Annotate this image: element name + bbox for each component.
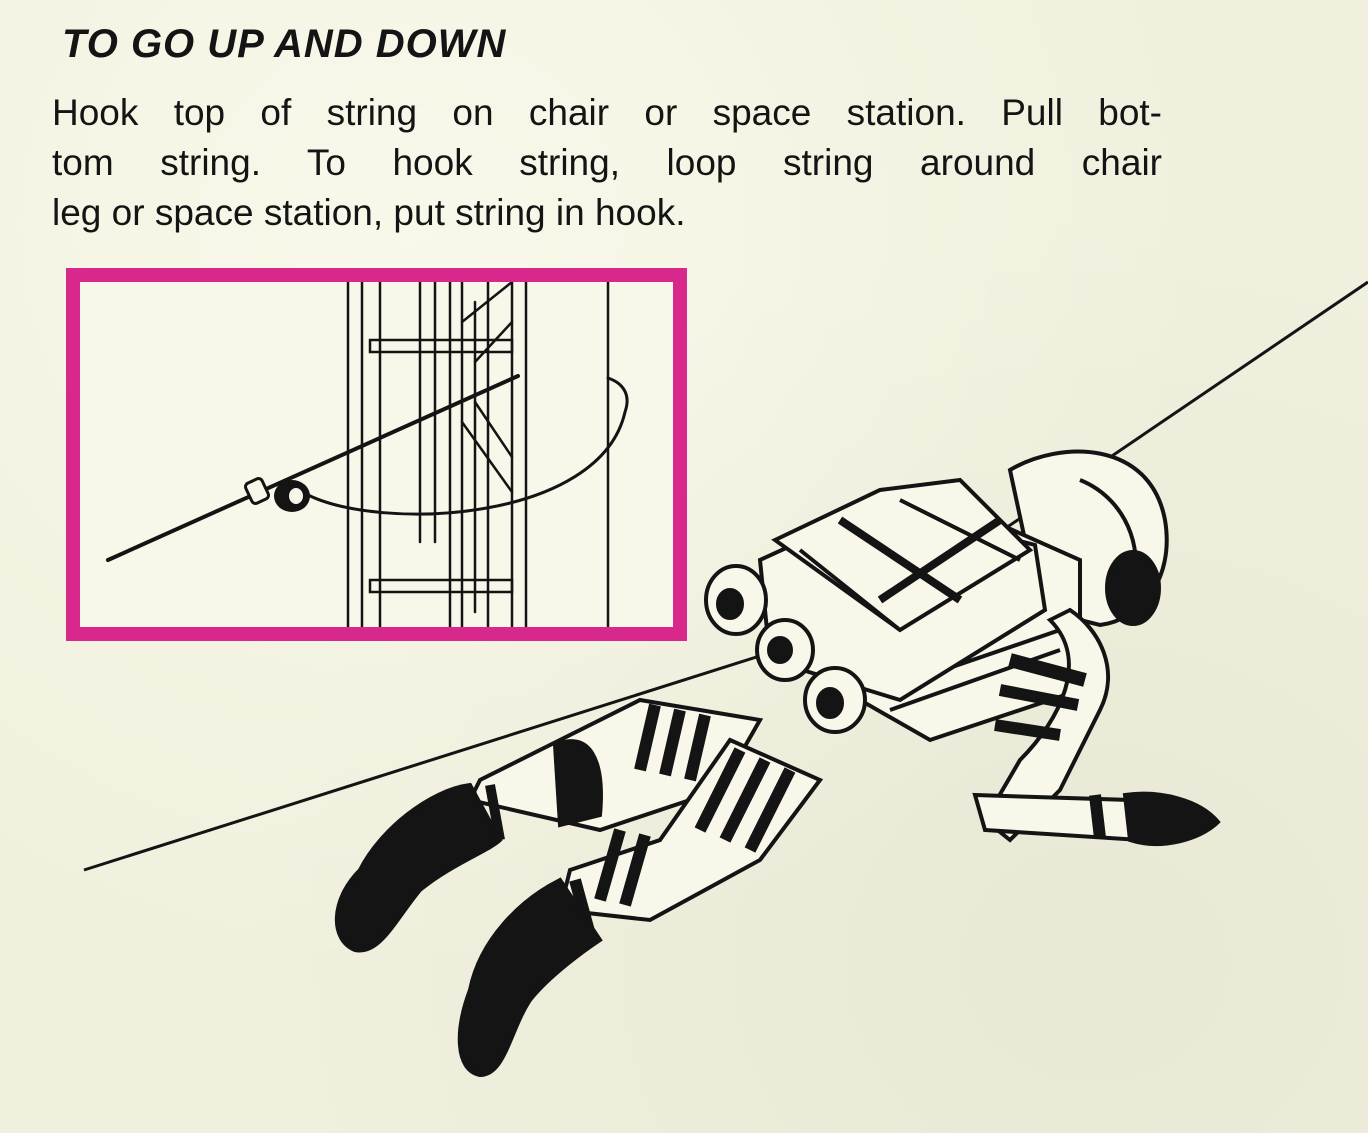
astronaut-illustration <box>0 240 1368 1133</box>
section-heading: TO GO UP AND DOWN <box>62 22 507 66</box>
instructions-line: tom string. To hook string, loop string around chair <box>52 142 1162 183</box>
instructions-line: Hook top of string on chair or space station. Pull bot- <box>52 92 1162 133</box>
instructions-line: leg or space station, put string in hook. <box>52 192 686 233</box>
astronaut-on-string-drawing <box>0 240 1368 1133</box>
instructions-text <box>52 88 1162 238</box>
